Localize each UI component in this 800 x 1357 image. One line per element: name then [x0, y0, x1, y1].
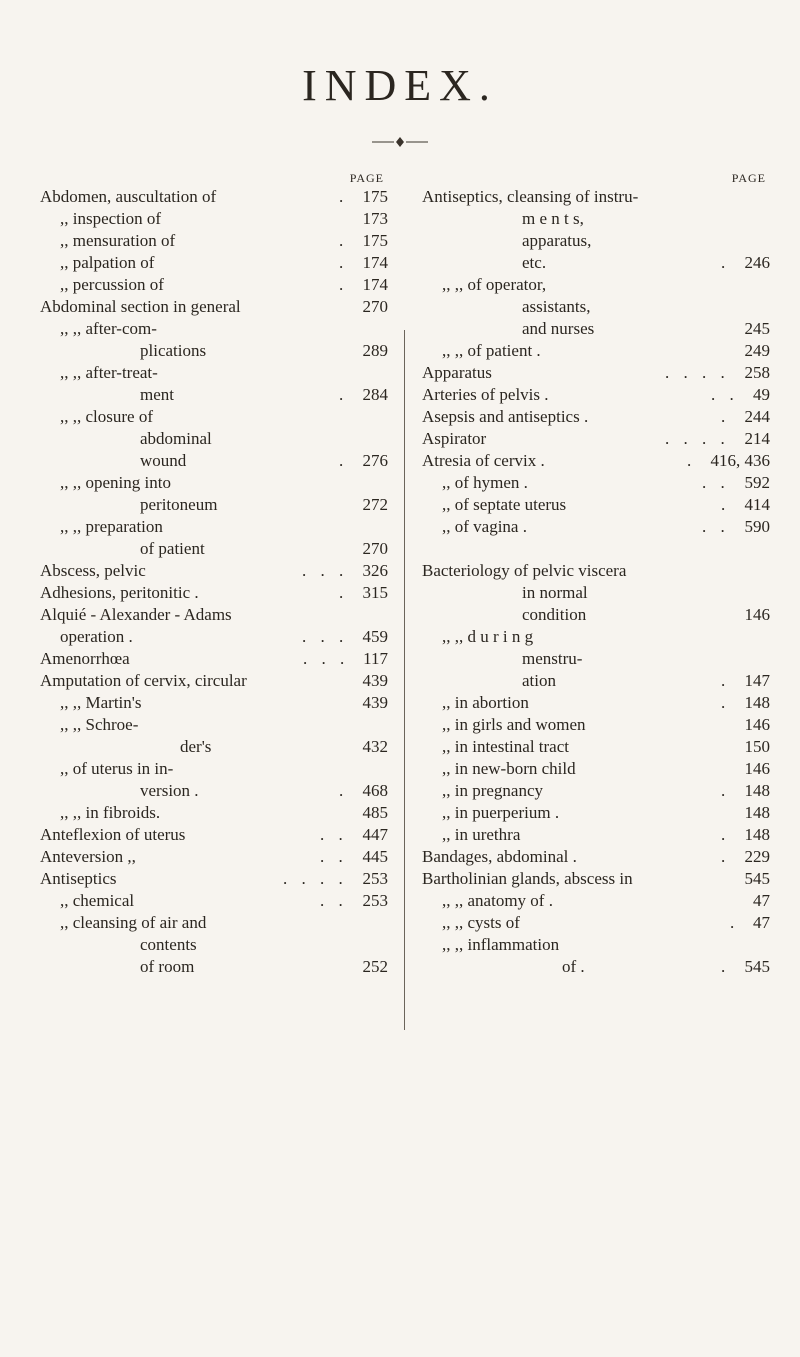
- index-entry: [40, 274, 388, 296]
- entry-leader-dots: . .: [702, 473, 730, 492]
- entry-page-number: 270: [362, 297, 388, 316]
- entry-leader-dots: .: [721, 253, 731, 272]
- index-entry: [422, 428, 770, 450]
- entry-term: ,, ,, of operator,: [442, 275, 547, 294]
- entry-term: ,, ,, anatomy of .: [442, 891, 553, 910]
- entry-page-number: 249: [744, 341, 770, 360]
- entry-term: ,, in pregnancy: [442, 781, 544, 800]
- entry-page-number: 148: [744, 693, 770, 712]
- entry-list-left: [40, 186, 388, 978]
- index-entry: [422, 846, 770, 868]
- index-entry: [422, 934, 770, 956]
- entry-leader-dots: .: [721, 671, 731, 690]
- index-entry: [422, 494, 770, 516]
- index-entry: [40, 428, 388, 450]
- index-entry: [422, 802, 770, 824]
- entry-page-number: 545: [744, 957, 770, 976]
- index-entry: [40, 252, 388, 274]
- entry-page-number: 432: [362, 737, 388, 756]
- entry-page-number: 592: [744, 473, 770, 492]
- entry-page-number: 276: [362, 451, 388, 470]
- entry-page-number: 545: [744, 869, 770, 888]
- index-entry: [40, 846, 388, 868]
- entry-term: Abscess, pelvic: [40, 561, 146, 580]
- entry-term: Anteflexion of uterus: [40, 825, 186, 844]
- entry-term: Apparatus: [422, 363, 492, 382]
- index-entry: [422, 736, 770, 758]
- index-heading: INDEX.: [302, 61, 498, 110]
- index-entry: [422, 692, 770, 714]
- entry-term: ,, ,, d u r i n g: [442, 627, 534, 646]
- index-entry: [422, 318, 770, 340]
- index-entry: [40, 186, 388, 208]
- entry-page-number: 447: [362, 825, 388, 844]
- index-entry: [422, 384, 770, 406]
- entry-term: ,, chemical: [60, 891, 135, 910]
- entry-term: in normal: [522, 583, 588, 602]
- entry-leader-dots: . .: [702, 517, 730, 536]
- entry-term: Antiseptics, cleansing of instru-: [422, 187, 639, 206]
- index-entry: [422, 252, 770, 274]
- entry-term: Asepsis and antiseptics .: [422, 407, 589, 426]
- entry-term: Abdominal section in general: [40, 297, 241, 316]
- entry-leader-dots: . .: [320, 891, 348, 910]
- index-entry: [422, 274, 770, 296]
- entry-term: ,, in abortion: [442, 693, 529, 712]
- entry-term: ,, in new-born child: [442, 759, 576, 778]
- entry-page-number: 49: [753, 385, 770, 404]
- index-entry: [40, 956, 388, 978]
- entry-leader-dots: . . . .: [665, 429, 730, 448]
- index-entry: [422, 714, 770, 736]
- ornament-divider: [372, 136, 428, 148]
- index-entry: [40, 296, 388, 318]
- entry-leader-dots: .: [339, 451, 349, 470]
- entry-term: Arteries of pelvis .: [422, 385, 549, 404]
- entry-term: condition: [522, 605, 587, 624]
- entry-term: ,, of vagina .: [442, 517, 527, 536]
- entry-term: version .: [140, 781, 199, 800]
- entry-leader-dots: .: [721, 407, 731, 426]
- entry-term: m e n t s,: [522, 209, 584, 228]
- entry-term: ,, ,, after-treat-: [60, 363, 158, 382]
- entry-page-number: 315: [362, 583, 388, 602]
- entry-term: ,, in urethra: [442, 825, 521, 844]
- entry-page-number: 148: [744, 825, 770, 844]
- entry-term: ,, mensuration of: [60, 231, 176, 250]
- entry-page-number: 150: [744, 737, 770, 756]
- entry-term: Bacteriology of pelvic viscera: [422, 561, 627, 580]
- entry-term: ,, ,, inflammation: [442, 935, 560, 954]
- entry-term: apparatus,: [522, 231, 592, 250]
- entry-term: ,, ,, Martin's: [60, 693, 142, 712]
- entry-term: ,, of septate uterus: [442, 495, 567, 514]
- entry-page-number: 284: [362, 385, 388, 404]
- index-entry: [422, 956, 770, 978]
- index-entry: [40, 802, 388, 824]
- entry-page-number: 439: [362, 693, 388, 712]
- entry-term: wound: [140, 451, 187, 470]
- entry-page-number: 47: [753, 891, 770, 910]
- entry-term: Amputation of cervix, circular: [40, 671, 247, 690]
- index-entry: [40, 758, 388, 780]
- index-entry: [40, 670, 388, 692]
- entry-page-number: 445: [362, 847, 388, 866]
- entry-page-number: 245: [744, 319, 770, 338]
- entry-term: and nurses: [522, 319, 595, 338]
- entry-page-number: 289: [362, 341, 388, 360]
- entry-page-number: 174: [362, 253, 388, 272]
- entry-term: ,, ,, closure of: [60, 407, 154, 426]
- entry-page-number: 326: [362, 561, 388, 580]
- entry-leader-dots: .: [339, 253, 349, 272]
- entry-page-number: 47: [753, 913, 770, 932]
- entry-term: ,, ,, in fibroids.: [60, 803, 161, 822]
- entry-page-number: 173: [362, 209, 388, 228]
- index-entry: [422, 626, 770, 648]
- entry-term: der's: [180, 737, 212, 756]
- entry-leader-dots: .: [339, 187, 349, 206]
- entry-term: ,, ,, of patient .: [442, 341, 541, 360]
- index-entry: [40, 934, 388, 956]
- entry-page-number: 146: [744, 759, 770, 778]
- entry-page-number: 272: [362, 495, 388, 514]
- entry-term: Atresia of cervix .: [422, 451, 545, 470]
- entry-leader-dots: .: [339, 781, 349, 800]
- index-entry: [40, 340, 388, 362]
- index-column-left: [40, 170, 388, 978]
- entry-leader-dots: . . .: [302, 561, 349, 580]
- entry-term: ,, inspection of: [60, 209, 162, 228]
- entry-page-number: 146: [744, 605, 770, 624]
- entry-term: Bartholinian glands, abscess in: [422, 869, 633, 888]
- entry-page-number: 253: [362, 891, 388, 910]
- entry-leader-dots: . . . .: [283, 869, 348, 888]
- entry-leader-dots: .: [339, 583, 349, 602]
- index-entry: [422, 538, 770, 560]
- entry-page-number: 147: [744, 671, 770, 690]
- entry-term: ,, ,, after-com-: [60, 319, 157, 338]
- entry-page-number: 258: [744, 363, 770, 382]
- entry-term: Abdomen, auscultation of: [40, 187, 217, 206]
- index-entry: [40, 560, 388, 582]
- index-column-right: [422, 170, 770, 978]
- entry-list-right: [422, 186, 770, 978]
- entry-term: ,, cleansing of air and: [60, 913, 207, 932]
- index-entry: [40, 208, 388, 230]
- entry-term: Adhesions, peritonitic .: [40, 583, 199, 602]
- index-entry: [40, 582, 388, 604]
- entry-page-number: 175: [362, 231, 388, 250]
- entry-leader-dots: .: [721, 847, 731, 866]
- index-entry: [422, 340, 770, 362]
- entry-term: ,, of uterus in in-: [60, 759, 174, 778]
- entry-page-number: 485: [362, 803, 388, 822]
- entry-leader-dots: .: [721, 495, 731, 514]
- index-entry: [40, 318, 388, 340]
- entry-page-number: 459: [362, 627, 388, 646]
- page-column-label: PAGE: [349, 171, 384, 185]
- entry-page-number: 439: [362, 671, 388, 690]
- entry-term: assistants,: [522, 297, 591, 316]
- index-entry: [422, 582, 770, 604]
- entry-term: ,, ,, opening into: [60, 473, 171, 492]
- entry-leader-dots: .: [721, 825, 731, 844]
- entry-page-number: 252: [362, 957, 388, 976]
- index-entry: [422, 208, 770, 230]
- entry-leader-dots: . . .: [303, 649, 350, 668]
- entry-leader-dots: .: [339, 231, 349, 250]
- entry-term: menstru-: [522, 649, 583, 668]
- entry-term: plications: [140, 341, 207, 360]
- entry-term: of room: [140, 957, 195, 976]
- entry-leader-dots: .: [730, 913, 740, 932]
- index-entry: [422, 824, 770, 846]
- entry-page-number: 246: [744, 253, 770, 272]
- entry-page-number: 229: [744, 847, 770, 866]
- entry-page-number: 253: [362, 869, 388, 888]
- entry-leader-dots: .: [687, 451, 697, 470]
- entry-term: etc.: [522, 253, 547, 272]
- entry-term: ,, percussion of: [60, 275, 164, 294]
- entry-page-number: 416, 436: [710, 451, 770, 470]
- entry-page-number: 468: [362, 781, 388, 800]
- entry-page-number: 174: [362, 275, 388, 294]
- index-entry: [40, 604, 388, 626]
- entry-term: ,, of hymen .: [442, 473, 528, 492]
- entry-term: ,, ,, Schroe-: [60, 715, 139, 734]
- index-entry: [40, 450, 388, 472]
- entry-term: Aspirator: [422, 429, 487, 448]
- index-entry: [422, 406, 770, 428]
- entry-term: ,, ,, preparation: [60, 517, 163, 536]
- index-entry: [422, 472, 770, 494]
- index-entry: [40, 472, 388, 494]
- entry-term: of .: [562, 957, 585, 976]
- entry-leader-dots: .: [339, 385, 349, 404]
- index-entry: [422, 230, 770, 252]
- index-entry: [40, 626, 388, 648]
- entry-page-number: 146: [744, 715, 770, 734]
- index-entry: [422, 868, 770, 890]
- entry-page-number: 244: [744, 407, 770, 426]
- index-entry: [40, 824, 388, 846]
- entry-term: ,, in girls and women: [442, 715, 586, 734]
- index-entry: [422, 450, 770, 472]
- entry-term: Amenorrhœa: [40, 649, 130, 668]
- index-entry: [40, 538, 388, 560]
- index-entry: [422, 758, 770, 780]
- entry-term: abdominal: [140, 429, 212, 448]
- index-entry: [422, 670, 770, 692]
- index-entry: [40, 406, 388, 428]
- index-entry: [422, 362, 770, 384]
- index-entry: [40, 230, 388, 252]
- index-entry: [422, 560, 770, 582]
- entry-term: peritoneum: [140, 495, 218, 514]
- entry-page-number: 214: [744, 429, 770, 448]
- index-entry: [422, 912, 770, 934]
- entry-term: Anteversion ,,: [40, 847, 136, 866]
- index-entry: [40, 912, 388, 934]
- entry-leader-dots: .: [721, 693, 731, 712]
- index-entry: [422, 648, 770, 670]
- entry-term: Antiseptics: [40, 869, 117, 888]
- entry-term: ,, ,, cysts of: [442, 913, 520, 932]
- index-entry: [40, 692, 388, 714]
- entry-leader-dots: .: [339, 275, 349, 294]
- entry-leader-dots: .: [721, 781, 731, 800]
- entry-leader-dots: . .: [320, 825, 348, 844]
- entry-leader-dots: .: [721, 957, 731, 976]
- index-entry: [422, 186, 770, 208]
- index-entry: [40, 890, 388, 912]
- index-entry: [422, 780, 770, 802]
- entry-page-number: 175: [362, 187, 388, 206]
- entry-term: ,, in puerperium .: [442, 803, 560, 822]
- entry-page-number: 414: [744, 495, 770, 514]
- index-entry: [422, 604, 770, 626]
- index-entry: [40, 648, 388, 670]
- column-divider: [404, 330, 405, 1030]
- entry-term: of patient: [140, 539, 205, 558]
- entry-term: Bandages, abdominal .: [422, 847, 577, 866]
- index-entry: [422, 296, 770, 318]
- entry-term: ation: [522, 671, 556, 690]
- page-column-label: PAGE: [731, 171, 766, 185]
- index-entry: [422, 890, 770, 912]
- index-entry: [40, 516, 388, 538]
- index-entry: [422, 516, 770, 538]
- entry-page-number: 148: [744, 781, 770, 800]
- index-entry: [40, 362, 388, 384]
- entry-term: operation .: [60, 627, 133, 646]
- entry-term: Alquié - Alexander - Adams: [40, 605, 232, 624]
- entry-leader-dots: . . .: [302, 627, 349, 646]
- entry-page-number: 148: [744, 803, 770, 822]
- index-entry: [40, 736, 388, 758]
- index-entry: [40, 780, 388, 802]
- entry-leader-dots: . .: [711, 385, 739, 404]
- entry-term: ,, palpation of: [60, 253, 155, 272]
- index-entry: [40, 494, 388, 516]
- entry-term: ,, in intestinal tract: [442, 737, 569, 756]
- entry-page-number: 590: [744, 517, 770, 536]
- entry-page-number: 270: [362, 539, 388, 558]
- entry-leader-dots: . .: [320, 847, 348, 866]
- entry-term: contents: [140, 935, 197, 954]
- entry-leader-dots: . . . .: [665, 363, 730, 382]
- index-entry: [40, 384, 388, 406]
- entry-term: ment: [140, 385, 174, 404]
- index-entry: [40, 868, 388, 890]
- entry-page-number: 117: [363, 649, 388, 668]
- index-entry: [40, 714, 388, 736]
